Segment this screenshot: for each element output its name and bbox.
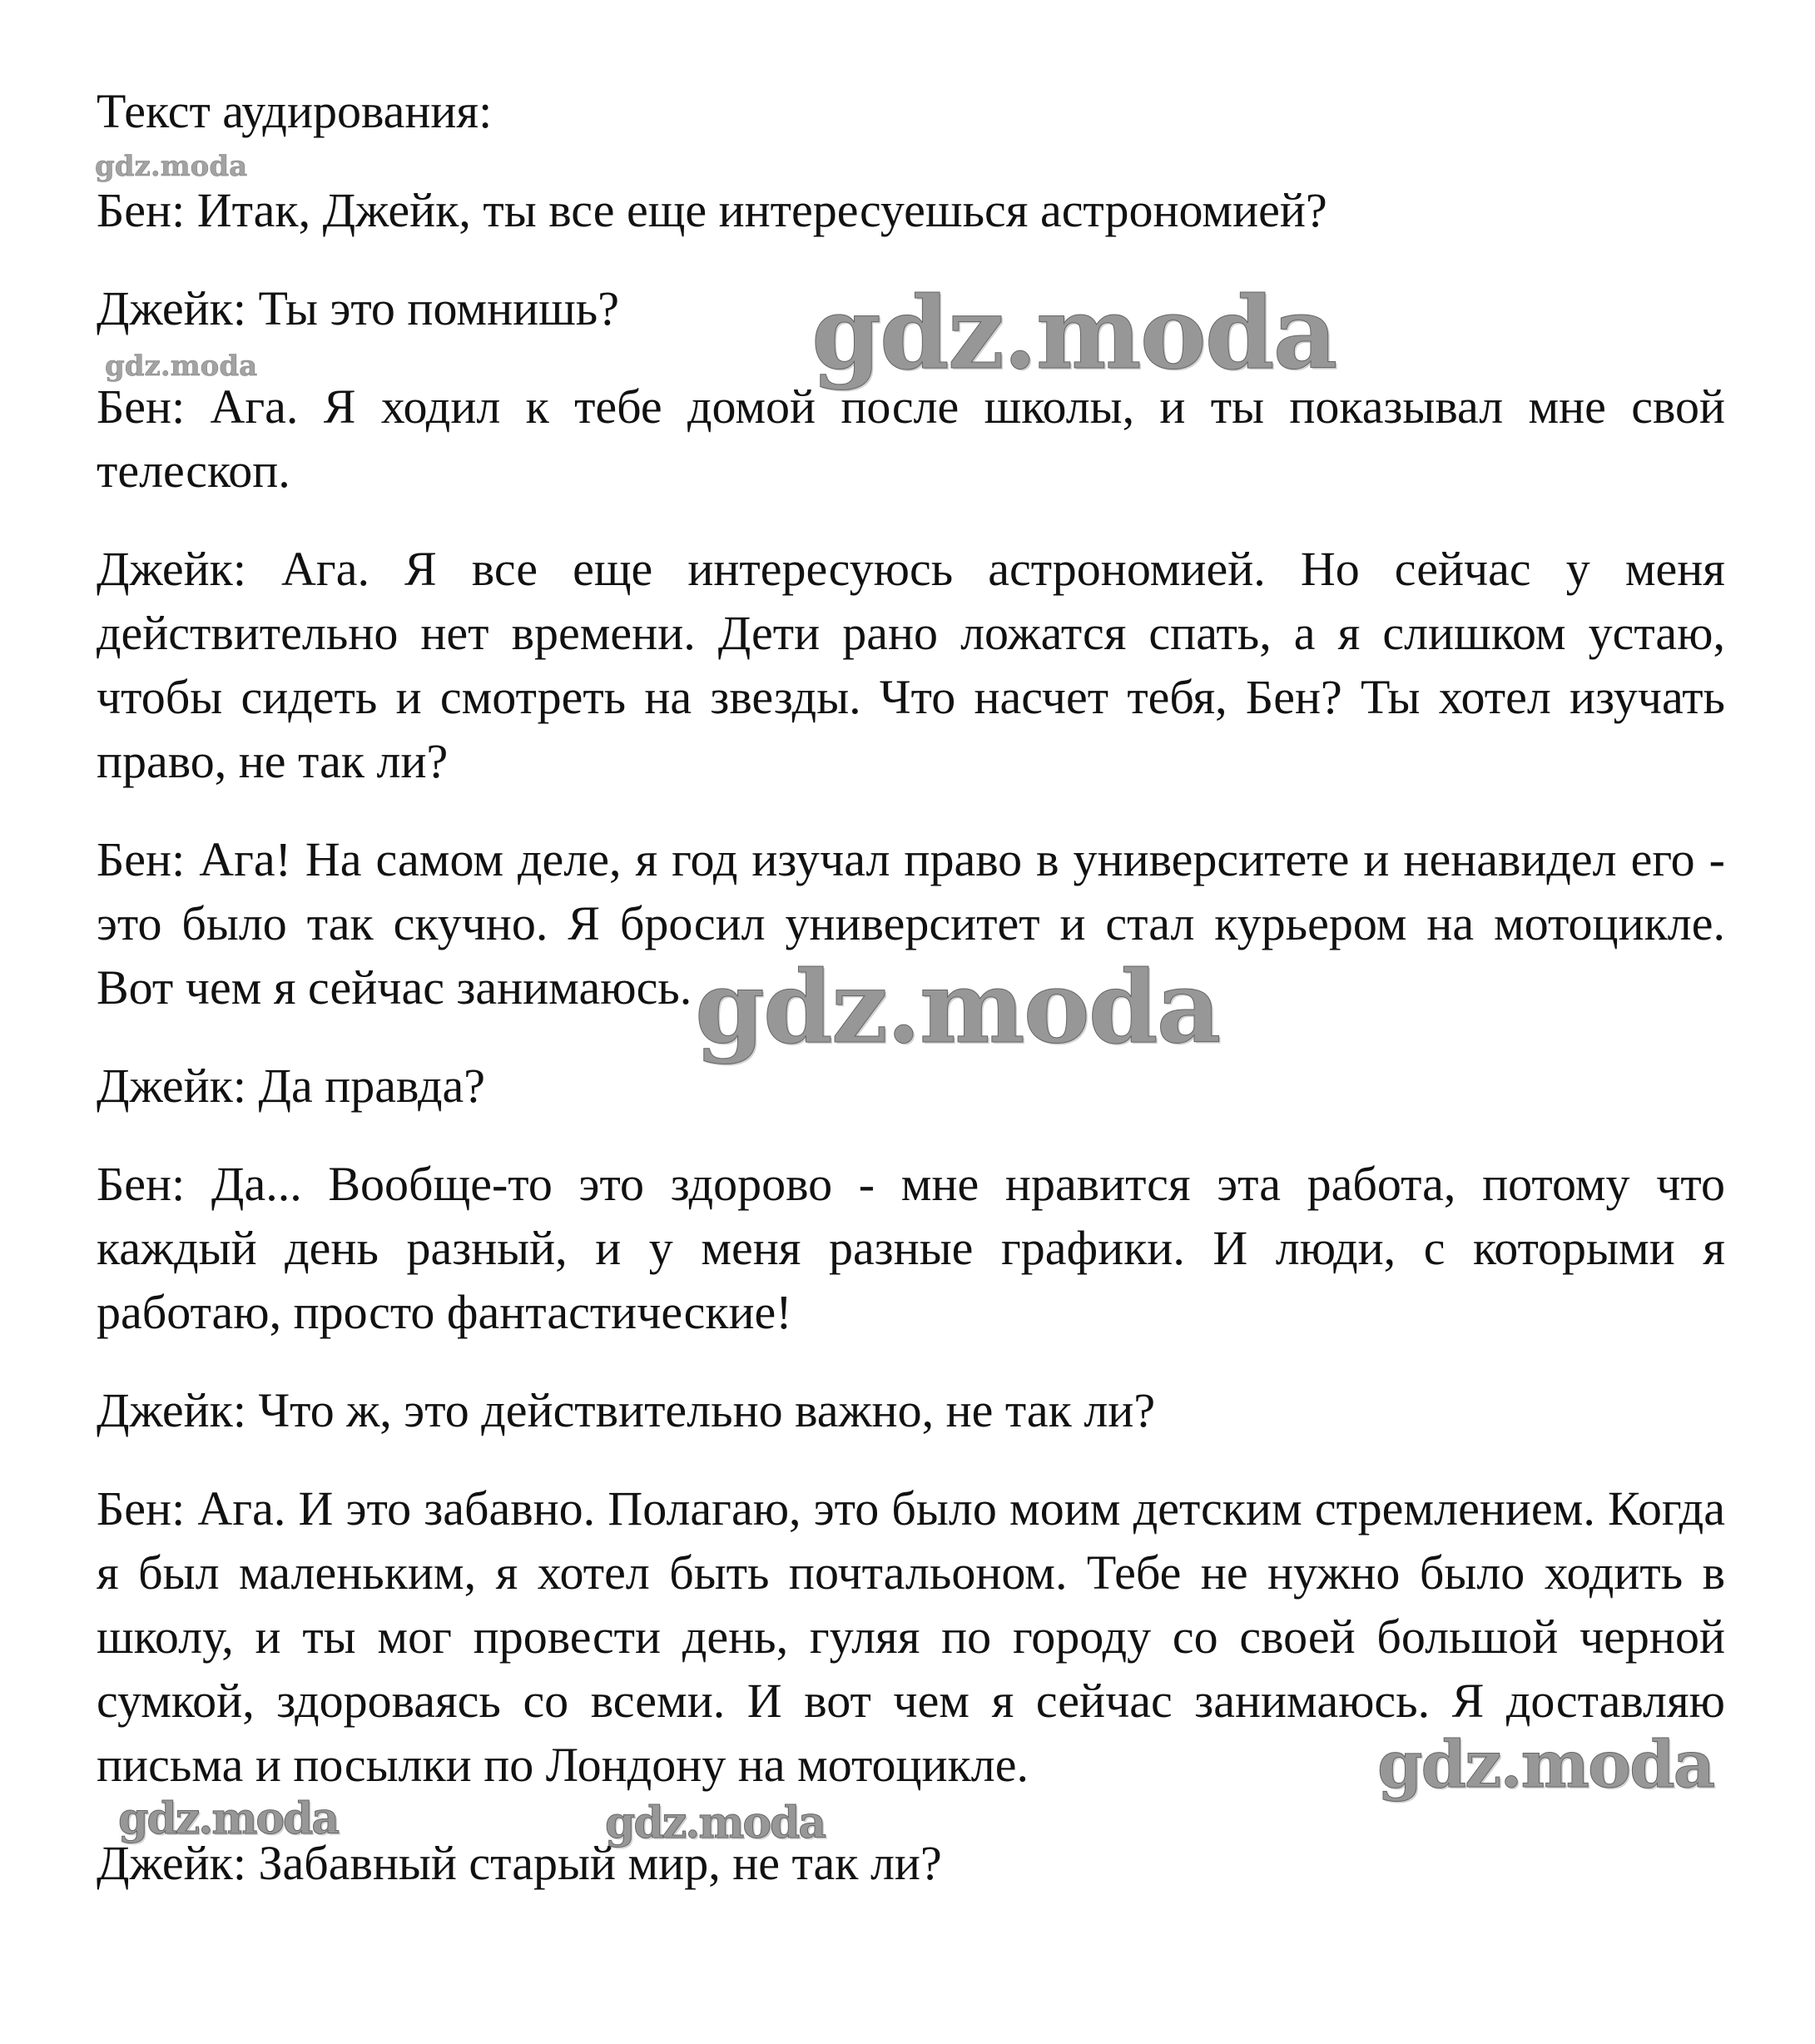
watermark: gdz.moda [95,150,248,183]
paragraph: Бен: Ага. И это забавно. Полагаю, это было моим детским стремлением. Когда я был маленьким, я хотел быть почтальоном. Тебе не нужно было ходить в школу, и ты мог провести день, гуляя по городу со своей большой черной сумкой, здороваясь со всеми. И вот чем я сейчас занимаюсь. Я доставляю письма и посылки по Лондону на мотоцикле. [97,1481,1725,1792]
document-body [97,79,1725,1895]
paragraph: Джейк: Да правда? [97,1059,485,1113]
watermark: gdz.moda [695,949,1220,1066]
paragraph: Бен: Ага! На самом деле, я год изучал право в университете и ненавидел его - это было так скучно. Я бросил университет и стал курьером на мотоцикле. Вот чем я сейчас занимаюсь. [97,832,1725,1015]
paragraph: Бен: Итак, Джейк, ты все еще интересуешься астрономией? [97,183,1327,237]
paragraph: Бен: Ага. Я ходил к тебе домой после школы, и ты показывал мне свой телескоп. [97,380,1725,498]
document-heading: Текст аудирования: [97,84,493,138]
watermark: gdz.moda [105,350,258,383]
paragraph: Бен: Да... Вообще-то это здорово - мне нравится эта работа, потому что каждый день разный, и у меня разные графики. И люди, с которыми я работаю, просто фантастические! [97,1157,1725,1339]
watermark: gdz.moda [605,1798,826,1848]
paragraph: Джейк: Ага. Я все еще интересуюсь астрономией. Но сейчас у меня действительно нет времени. Дети рано ложатся спать, а я слишком устаю, чтобы сидеть и смотреть на звезды. Что насчет тебя, Бен? Ты хотел изучать право, не так ли? [97,542,1725,788]
watermark: gdz.moda [811,275,1336,392]
paragraph: Джейк: Забавный старый мир, не так ли? [97,1836,942,1890]
watermark: gdz.moda [118,1793,339,1844]
paragraph: Джейк: Что ж, это действительно важно, не так ли? [97,1383,1156,1437]
watermark: gdz.moda [1377,1727,1714,1803]
paragraph: Джейк: Ты это помнишь? [97,281,620,335]
